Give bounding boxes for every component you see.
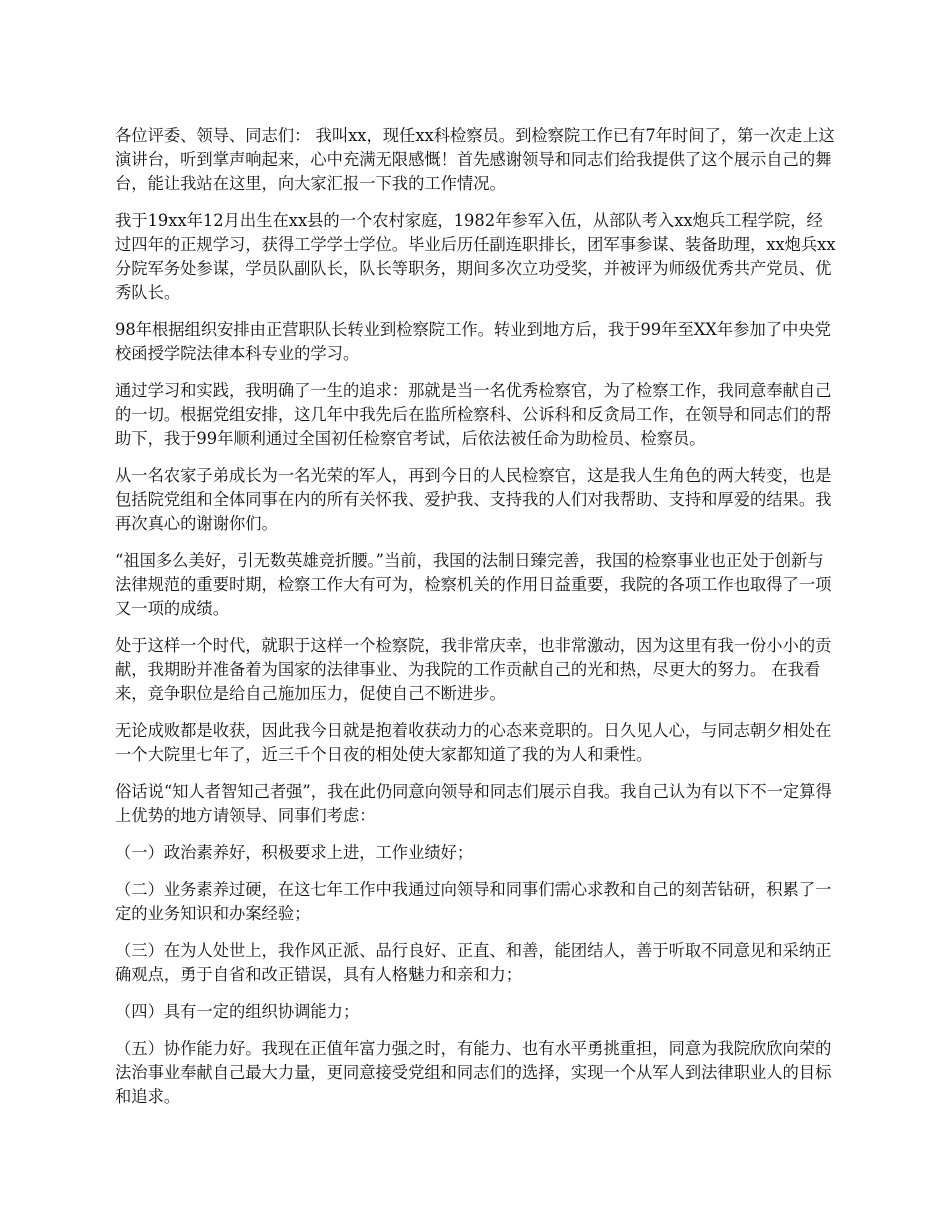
paragraph-2: 我于19xx年12月出生在xx县的一个农村家庭，1982年参军入伍，从部队考入xx炮兵工程学院，经过四年的正规学习，获得工学学士学位。毕业后历任副连职排长，团军事参谋、装备助理，xx炮兵xx分院军务处参谋，学员队副队长，队长等职务，期间多次立功受奖，并被评为师级优秀共产党员、优秀队长。 <box>115 211 836 302</box>
list-item-5: （五）协作能力好。我现在正值年富力强之时，有能力、也有水平勇挑重担，同意为我院欣欣向荣的法治事业奉献自己最大力量，更同意接受党组和同志们的选择，实现一个从军人到法律职业人的目标和追求。 <box>115 1039 832 1106</box>
paragraph-5: 从一名农家子弟成长为一名光荣的军人，再到今日的人民检察官，这是我人生角色的两大转变，也是包括院党组和全体同事在内的所有关怀我、爱护我、支持我的人们对我帮助、支持和厚爱的结果。我再次真心的谢谢你们。 <box>115 466 832 533</box>
paragraph-4: 通过学习和实践，我明确了一生的追求：那就是当一名优秀检察官，为了检察工作，我同意奉献自己的一切。根据党组安排，这几年中我先后在监所检察科、公诉科和反贪局工作，在领导和同志们的帮助下，我于99年顺利通过全国初任检察官考试，后依法被任命为助检员、检察员。 <box>115 381 832 448</box>
paragraph-8: 无论成败都是收获，因此我今日就是抱着收获动力的心态来竞职的。日久见人心，与同志朝夕相处在一个大院里七年了，近三千个日夜的相处使大家都知道了我的为人和秉性。 <box>115 721 832 764</box>
paragraph-3: 98年根据组织安排由正营职队长转业到检察院工作。转业到地方后，我于99年至XX年参加了中央党校函授学院法律本科专业的学习。 <box>115 320 831 363</box>
paragraph-1: 各位评委、领导、同志们： 我叫xx，现任xx科检察员。到检察院工作已有7年时间了，第一次走上这演讲台，听到掌声响起来，心中充满无限感慨！首先感谢领导和同志们给我提供了这个展示自己的舞台，能让我站在这里，向大家汇报一下我的工作情况。 <box>115 126 835 193</box>
list-item-2: （二）业务素养过硬，在这七年工作中我通过向领导和同事们需心求教和自己的刻苦钻研，积累了一定的业务知识和办案经验； <box>115 880 832 923</box>
list-item-3: （三）在为人处世上，我作风正派、品行良好、正直、和善，能团结人，善于听取不同意见和采纳正确观点，勇于自省和改正错误，具有人格魅力和亲和力； <box>115 941 832 984</box>
document-body <box>115 124 838 1109</box>
paragraph-9: 俗话说“知人者智知己者强”，我在此仍同意向领导和同志们展示自我。我自己认为有以下不一定算得上优势的地方请领导、同事们考虑： <box>115 782 832 825</box>
list-item-1: （一）政治素养好，积极要求上进，工作业绩好； <box>115 843 474 862</box>
list-item-4: （四）具有一定的组织协调能力； <box>115 1002 360 1021</box>
paragraph-7: 处于这样一个时代，就职于这样一个检察院，我非常庆幸，也非常激动，因为这里有我一份小小的贡献，我期盼并准备着为国家的法律事业、为我院的工作贡献自己的光和热，尽更大的努力。 在我看来，竞争职位是给自己施加压力，促使自己不断进步。 <box>115 636 832 703</box>
paragraph-6: “祖国多么美好，引无数英雄竞折腰。”当前，我国的法制日臻完善，我国的检察事业也正处于创新与法律规范的重要时期，检察工作大有可为，检察机关的作用日益重要，我院的各项工作也取得了一项又一项的成绩。 <box>115 551 832 618</box>
